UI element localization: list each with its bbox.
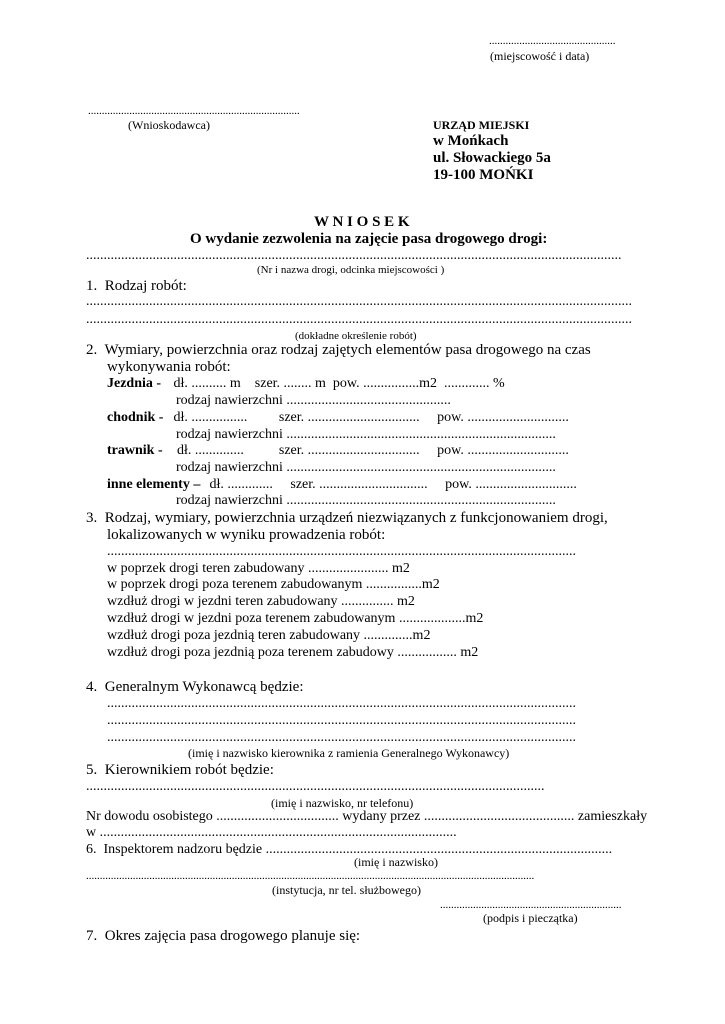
chodnik-fields: dł. ................ szer. ................................ pow. ............................. bbox=[170, 410, 569, 425]
section6-label: 6. Inspektorem nadzoru będzie ................................................................................................... bbox=[86, 842, 613, 857]
section6-caption1: (imię i nazwisko) bbox=[354, 855, 438, 869]
recipient-line4: 19-100 MOŃKI bbox=[433, 167, 534, 183]
section1-label: 1. Rodzaj robót: bbox=[86, 278, 187, 294]
section3-line1: 3. Rodzaj, wymiary, powierzchnia urządzeń niezwiązanych z funkcjonowaniem drogi, bbox=[86, 510, 608, 526]
trawnik-surface: rodzaj nawierzchni ............................................................................. bbox=[176, 460, 556, 475]
section2-line1: 2. Wymiary, powierzchnia oraz rodzaj zajętych elementów pasa drogowego na czas bbox=[86, 342, 591, 358]
date-caption: (miejscowość i data) bbox=[490, 49, 590, 63]
section3-dots: ...................................................................................................................................... bbox=[107, 544, 576, 559]
signature-dots: .................................................................. bbox=[440, 899, 622, 911]
section1-dots2: ............................................................................................................................................................ bbox=[86, 312, 632, 327]
road-caption: (Nr i nazwa drogi, odcinka miejscowości ) bbox=[257, 264, 445, 276]
jezdnia-fields: dł. .......... m szer. ........ m pow. ................m2 ............. % bbox=[170, 376, 505, 391]
section4-label: 4. Generalnym Wykonawcą będzie: bbox=[86, 679, 304, 695]
section4-dots: ...................................................................................................................................... bbox=[107, 730, 576, 745]
section2-line2: wykonywania robót: bbox=[107, 359, 231, 375]
section7-label: 7. Okres zajęcia pasa drogowego planuje się: bbox=[86, 928, 361, 944]
section3-item: wzdłuż drogi w jezdni teren zabudowany ............... m2 bbox=[107, 594, 415, 609]
jezdnia-label: Jezdnia - bbox=[107, 376, 162, 391]
section4-dots: ...................................................................................................................................... bbox=[107, 696, 576, 711]
recipient-line1: URZĄD MIEJSKI bbox=[433, 118, 530, 132]
date-dots: .............................................. bbox=[489, 35, 616, 47]
trawnik-fields: dł. .............. szer. ................................ pow. ............................. bbox=[170, 443, 569, 458]
inne-surface: rodzaj nawierzchni ............................................................................. bbox=[176, 493, 556, 508]
document-heading: W N I O S E K bbox=[314, 214, 410, 230]
section6-caption2: (instytucja, nr tel. służbowego) bbox=[272, 883, 421, 897]
recipient-line2: w Mońkach bbox=[433, 133, 509, 149]
chodnik-surface: rodzaj nawierzchni ............................................................................. bbox=[176, 427, 556, 442]
section3-item: wzdłuż drogi poza jezdnią teren zabudowany ..............m2 bbox=[107, 628, 431, 643]
road-dots: ......................................................................................................................................................... bbox=[86, 248, 622, 263]
jezdnia-surface: rodzaj nawierzchni ............................................... bbox=[176, 393, 451, 408]
section4-caption: (imię i nazwisko kierownika z ramienia Generalnego Wykonawcy) bbox=[188, 746, 510, 760]
section5-id-line: Nr dowodu osobistego ................................... wydany przez ........................................... zamieszkały bbox=[86, 809, 648, 824]
applicant-caption: (Wnioskodawca) bbox=[128, 118, 210, 132]
section5-dots: ................................................................................................................................... bbox=[86, 779, 545, 794]
chodnik-label: chodnik - bbox=[107, 410, 164, 425]
section4-dots: ...................................................................................................................................... bbox=[107, 713, 576, 728]
section3-item: wzdłuż drogi poza jezdnią poza terenem zabudowy ................. m2 bbox=[107, 645, 479, 660]
section5-caption: (imię i nazwisko, nr telefonu) bbox=[271, 796, 414, 810]
section3-line2: lokalizowanych w wyniku prowadzenia robót: bbox=[107, 527, 386, 543]
section3-item: w poprzek drogi teren zabudowany ....................... m2 bbox=[107, 561, 410, 576]
inne-label: inne elementy – bbox=[107, 477, 201, 492]
section5-label: 5. Kierownikiem robót będzie: bbox=[86, 762, 274, 778]
section3-item: wzdłuż drogi w jezdni poza terenem zabudowanym ...................m2 bbox=[107, 611, 484, 626]
section6-dots: ................................................................................................................................................................... bbox=[86, 870, 535, 882]
inne-fields: dł. ............. szer. ............................... pow. ............................. bbox=[206, 477, 577, 492]
trawnik-label: trawnik - bbox=[107, 443, 163, 458]
document-subheading: O wydanie zezwolenia na zajęcie pasa drogowego drogi: bbox=[190, 231, 548, 247]
section5-address-line: w ...................................................................................................... bbox=[86, 825, 457, 840]
section1-dots1: ............................................................................................................................................................ bbox=[86, 294, 632, 309]
signature-caption: (podpis i pieczątka) bbox=[483, 911, 578, 925]
section3-item: w poprzek drogi poza terenem zabudowanym ................m2 bbox=[107, 577, 440, 592]
recipient-line3: ul. Słowackiego 5a bbox=[433, 150, 551, 166]
section1-caption: (dokładne określenie robót) bbox=[295, 330, 417, 342]
applicant-dots: ............................................................................. bbox=[88, 105, 300, 117]
